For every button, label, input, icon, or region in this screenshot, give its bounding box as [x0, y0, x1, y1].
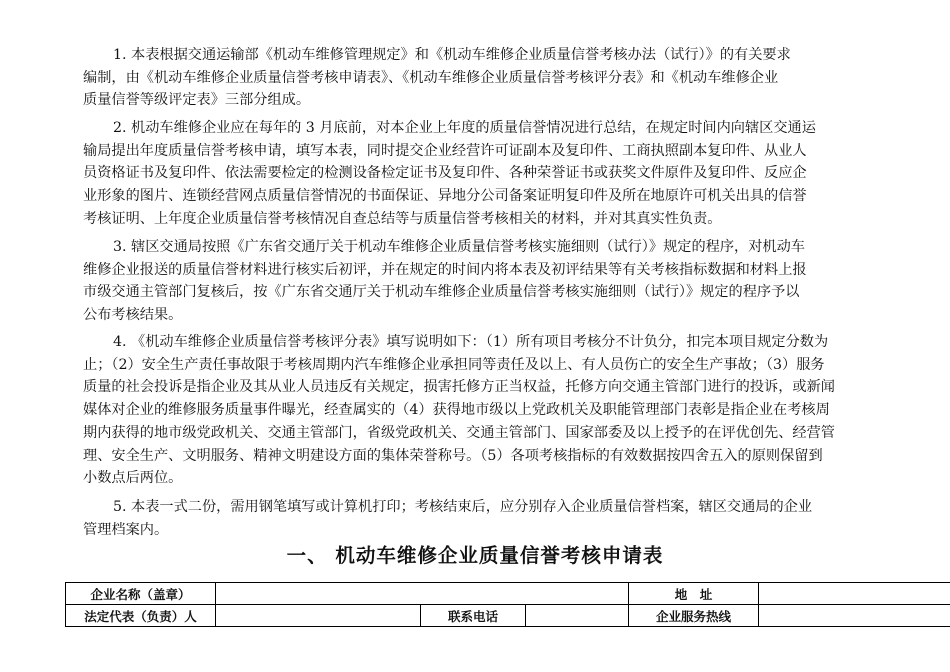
- company-name-field[interactable]: [216, 583, 629, 605]
- phone-field[interactable]: [526, 605, 629, 627]
- instruction-line: 3. 辖区交通局按照《广东省交通厅关于机动车维修企业质量信誉考核实施细则（试行）》规定的程序，对机动车: [113, 239, 805, 255]
- hotline-field[interactable]: [759, 605, 950, 627]
- instruction-line: 管理档案内。: [83, 521, 169, 538]
- instruction-line: 2. 机动车维修企业应在每年的 3 月底前，对本企业上年度的质量信誉情况进行总结，在规定时间内向辖区交通运: [113, 120, 816, 136]
- instruction-line: 小数点后两位。: [83, 470, 183, 487]
- instruction-line: 业形象的图片、连锁经营网点质量信誉情况的书面保证、异地分公司备案证明复印件及所在地原许可机关出具的信誉: [83, 188, 807, 205]
- instruction-line: 考核证明、上年度企业质量信誉考核情况自查总结等与质量信誉考核相关的材料，并对其真实性负责。: [83, 210, 722, 227]
- address-label: 地 址: [629, 583, 759, 605]
- instruction-line: 5. 本表一式二份，需用钢笔填写或计算机打印；考核结束后，应分别存入企业质量信誉档案，辖区交通局的企业: [113, 499, 813, 515]
- instruction-line: 编制，由《机动车维修企业质量信誉考核申请表》、《机动车维修企业质量信誉考核评分表》和《机动车维修企业: [83, 69, 779, 86]
- address-field[interactable]: [759, 583, 950, 605]
- table-row: [66, 583, 950, 605]
- instruction-line: 1. 本表根据交通运输部《机动车维修管理规定》和《机动车维修企业质量信誉考核办法（试行）》的有关要求: [113, 47, 791, 63]
- instruction-4: [83, 331, 835, 490]
- instruction-line: 期内获得的地市级党政机关、交通主管部门，省级党政机关、交通主管部门、国家部委及以上授予的在评优创先、经营管: [83, 424, 835, 441]
- instruction-line: 止；（2）安全生产责任事故限于考核周期内汽车维修企业承担同等责任及以上、有人员伤亡的安全生产事故；（3）服务: [83, 356, 825, 373]
- legal-rep-field[interactable]: [216, 605, 421, 627]
- instruction-line: 理、安全生产、文明服务、精神文明建设方面的集体荣誉称号。（5）各项考核指标的有效数据按四舍五入的原则保留到: [83, 447, 823, 464]
- section-title: 一、 机动车维修企业质量信誉考核申请表: [286, 544, 664, 567]
- instruction-line: 员资格证书及复印件、依法需要检定的检测设备检定证书及复印件、各种荣誉证书或获奖文件原件及复印件、反应企: [83, 165, 807, 182]
- instruction-line: 市级交通主管部门复核后，按《广东省交通厅关于机动车维修企业质量信誉考核实施细则（试行）》规定的程序予以: [83, 284, 800, 301]
- instruction-line: 输局提出年度质量信誉考核申请，填写本表，同时提交企业经营许可证副本及复印件、工商执照副本复印件、从业人: [83, 142, 807, 159]
- instruction-2: [83, 117, 816, 231]
- company-name-label: 企业名称（盖章）: [66, 583, 216, 605]
- instruction-line: 维修企业报送的质量信誉材料进行核实后初评，并在规定的时间内将本表及初评结果等有关考核指标数据和材料上报: [83, 261, 807, 278]
- application-form-table: [65, 582, 950, 627]
- instruction-line: 4. 《机动车维修企业质量信誉考核评分表》填写说明如下：（1）所有项目考核分不计负分，扣完本项目规定分数为: [113, 334, 829, 350]
- phone-label: 联系电话: [421, 605, 526, 627]
- hotline-label: 企业服务热线: [629, 605, 759, 627]
- instruction-line: 媒体对企业的维修服务质量事件曝光，经查属实的（4）获得地市级以上党政机关及职能管理部门表彰是指企业在考核周: [83, 402, 830, 419]
- instruction-line: 质量信誉等级评定表》三部分组成。: [83, 92, 311, 109]
- instruction-line: 公布考核结果。: [83, 307, 183, 324]
- instruction-5: [83, 496, 812, 541]
- table-row: [66, 605, 950, 627]
- instruction-line: 质量的社会投诉是指企业及其从业人员违反有关规定，损害托修方正当权益，托修方向交通主管部门进行的投诉，或新闻: [83, 379, 835, 396]
- instruction-1: [83, 44, 791, 112]
- instruction-3: [83, 236, 807, 327]
- legal-rep-label: 法定代表（负责）人: [66, 605, 216, 627]
